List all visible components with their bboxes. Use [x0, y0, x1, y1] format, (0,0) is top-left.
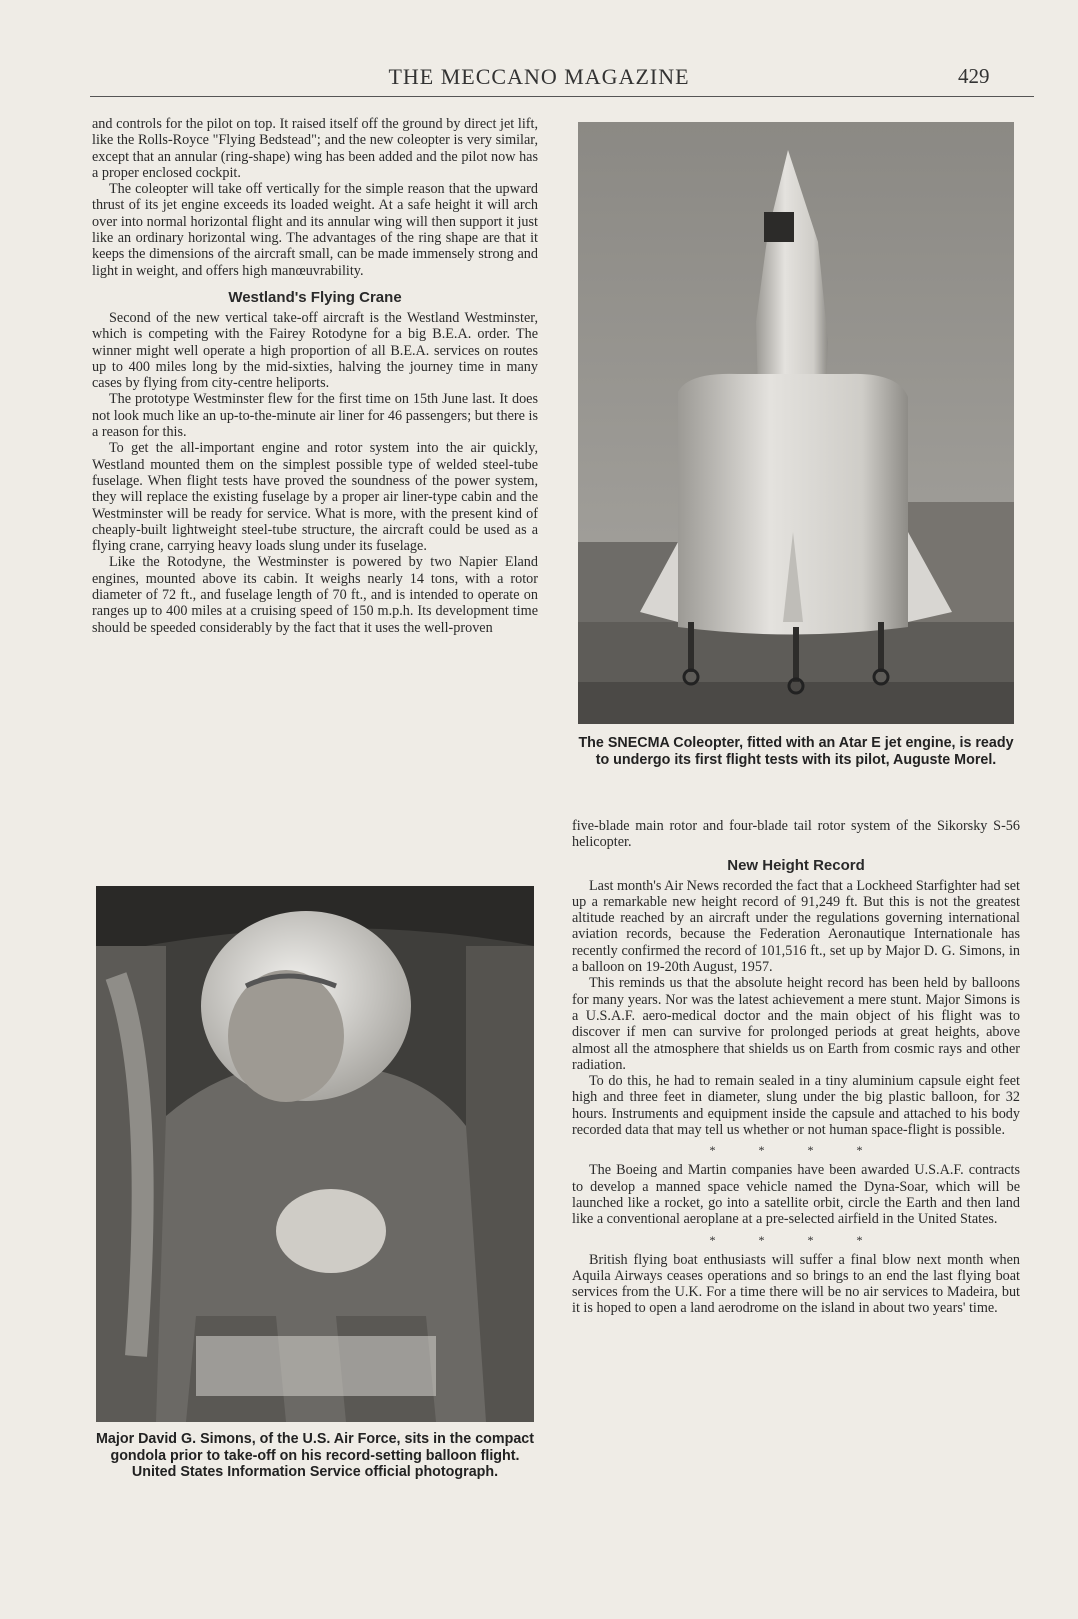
section-heading-height-record: New Height Record	[727, 856, 865, 874]
header-rule	[90, 96, 1034, 97]
page-header-title: THE MECCANO MAGAZINE	[388, 64, 690, 89]
simons-photo	[96, 886, 534, 1422]
paragraph: The Boeing and Martin companies have been awarded U.S.A.F. contracts to develop a manned space vehicle named the Dyna-Soar, which will be launched like a rocket, go into a satellite orbit, circle the Earth and then land like a conventional aeroplane at a pre-selected airfield in the United States.	[572, 1162, 1020, 1228]
paragraph: This reminds us that the absolute height record has been held by balloons for many years. Nor was the latest achievement a mere stunt. Major Simons is a U.S.A.F. aero-medical doctor and the main object of his flight was to discover if men can survive for prolonged periods at great heights, above almost all the atmosphere that shields us on Earth from cosmic rays and other radiation.	[572, 975, 1020, 1073]
paragraph: Like the Rotodyne, the Westminster is powered by two Napier Eland engines, mounted above its cabin. It weighs nearly 14 tons, with a rotor diameter of 72 ft., and fuselage length of 70 ft., and is intended to operate on ranges up to 400 miles at a cruising speed of 150 m.p.h. Its development time should be speeded considerably by the fact that it uses the well-proven	[92, 554, 538, 636]
paragraph: To do this, he had to remain sealed in a tiny aluminium capsule eight feet high and three feet in diameter, slung under the big plastic balloon, for 32 hours. Instruments and equipment inside the capsule and attached to his body recorded data that may tell us whether or not human space-flight is possible.	[572, 1073, 1020, 1139]
paragraph: The prototype Westminster flew for the first time on 15th June last. It does not look much like an up-to-the-minute air liner for 46 passengers; but there is a reason for this.	[92, 391, 538, 441]
coleopter-caption: The SNECMA Coleopter, fitted with an Atar E jet engine, is ready to undergo its first flight tests with its pilot, Auguste Morel.	[578, 735, 1014, 768]
paragraph: Second of the new vertical take-off aircraft is the Westland Westminster, which is competing with the Fairey Rotodyne for a big B.E.A. order. The winner might well operate a high proportion of all B.E.A. services on routes up to 400 miles long by the mid-sixties, halving the journey time in many cases by flying from city-centre heliports.	[92, 309, 538, 392]
paragraph: To get the all-important engine and rotor system into the air quickly, Westland mounted them on the simplest possible type of welded steel-tube fuselage. When flight tests have proved the soundness of the power system, they will replace the existing fuselage by a proper air liner-type cabin and the Westminster will be ready for service. What is more, with the present kind of cheaply-built lightweight steel-tube structure, the aircraft could be used as a flying crane, carrying heavy loads slung under its fuselage.	[92, 440, 538, 555]
simons-caption: Major David G. Simons, of the U.S. Air Force, sits in the compact gondola prior to take-off on his record-setting balloon flight. United States Information Service official photograph.	[96, 1431, 534, 1480]
section-heading-westland: Westland's Flying Crane	[228, 288, 402, 306]
paragraph: Last month's Air News recorded the fact that a Lockheed Starfighter had set up a remarkable new height record of 91,249 ft. But this is not the greatest altitude reached by an aircraft under the regulations governing international aviation records, because the Federation Aeronautique Internationale has recently confirmed the record of 101,516 ft., set up by Major D. G. Simons, in a balloon on 19-20th August, 1957.	[572, 877, 1020, 976]
paragraph: The coleopter will take off vertically for the simple reason that the upward thrust of its jet engine exceeds its loaded weight. At a safe height it will arch over into normal horizontal flight and its annular wing will then support it just like an ordinary horizontal wing. The advantages of the ring shape are that it keeps the dimensions of the aircraft small, can be made immensely strong and light in weight, and offers high manœuvrability.	[92, 181, 538, 279]
paragraph: five-blade main rotor and four-blade tail rotor system of the Sikorsky S-56 helicopter.	[572, 818, 1020, 851]
coleopter-photo	[578, 122, 1014, 724]
section-separator: * * * *	[709, 1143, 883, 1158]
paragraph: British flying boat enthusiasts will suffer a final blow next month when Aquila Airways ceases operations and so brings to an end the last flying boat services from the U.K. For a time there will be no air services to Madeira, but it is hoped to open a land aerodrome on the island in about two years' time.	[572, 1251, 1020, 1317]
left-column-text	[92, 116, 538, 636]
section-separator: * * * *	[709, 1232, 883, 1247]
right-column-text	[572, 818, 1020, 1317]
paragraph: and controls for the pilot on top. It raised itself off the ground by direct jet lift, like the Rolls-Royce "Flying Bedstead"; and the new coleopter is very similar, except that an annular (ring-shape) wing has been added and the pilot now has a proper enclosed cockpit.	[92, 116, 538, 181]
page-number: 429	[958, 64, 990, 88]
